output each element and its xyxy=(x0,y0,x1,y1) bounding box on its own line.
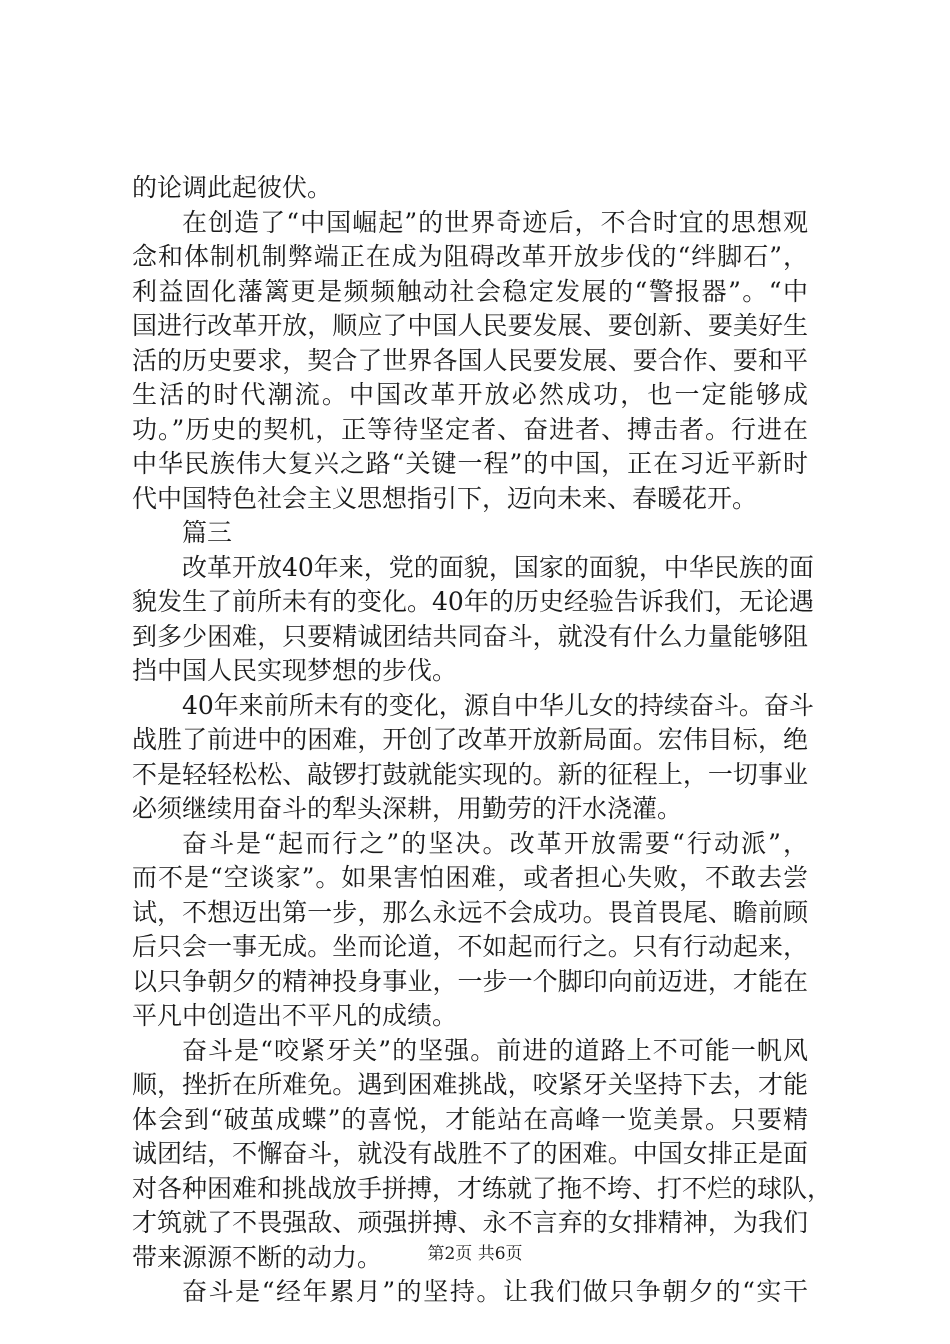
page-footer: 第2页 共6页 xyxy=(427,1244,523,1264)
text-line: 而不是“空谈家”。如果害怕困难，或者担心失败，不敢去尝 xyxy=(132,863,808,892)
text-line: 的论调此起彼伏。 xyxy=(132,173,333,202)
text-line: 代中国特色社会主义思想指引下，迈向未来、春暖花开。 xyxy=(132,483,758,513)
text-line: 平凡中创造出不平凡的成绩。 xyxy=(132,1001,458,1030)
text-line: 奋斗是“咬紧牙关”的坚强。前进的道路上不可能一帆风 xyxy=(182,1035,808,1065)
text-line: 顺，挫折在所难免。遇到困难挑战，咬紧牙关坚持下去，才能 xyxy=(132,1070,808,1099)
text-line: 对各种困难和挑战放手拼搏，才练就了拖不垮、打不烂的球队， xyxy=(132,1173,833,1203)
text-line: 40年来前所未有的变化，源自中华儿女的持续奋斗。奋斗 xyxy=(182,690,814,720)
text-line: 念和体制机制弊端正在成为阻碍改革开放步伐的“绊脚石”， xyxy=(132,242,808,271)
text-line: 挡中国人民实现梦想的步伐。 xyxy=(132,656,458,685)
text-line: 奋斗是“经年累月”的坚持。让我们做只争朝夕的“实干 xyxy=(182,1277,808,1306)
text-line: 奋斗是“起而行之”的坚决。改革开放需要“行动派”， xyxy=(182,828,808,858)
text-line: 才筑就了不畏强敌、顽强拼搏、永不言弃的女排精神，为我们 xyxy=(132,1208,808,1237)
text-line: 到多少困难，只要精诚团结共同奋斗，就没有什么力量能够阻 xyxy=(132,621,808,651)
text-line: 利益固化藩篱更是频频触动社会稳定发展的“警报器”。“中 xyxy=(132,276,808,306)
text-line: 以只争朝夕的精神投身事业，一步一个脚印向前迈进，才能在 xyxy=(132,966,808,996)
text-line: 改革开放40年来，党的面貌，国家的面貌，中华民族的面 xyxy=(182,552,814,582)
text-line: 不是轻轻松松、敲锣打鼓就能实现的。新的征程上，一切事业 xyxy=(132,759,808,789)
text-line: 中华民族伟大复兴之路“关键一程”的中国，正在习近平新时 xyxy=(132,449,808,478)
text-line: 后只会一事无成。坐而论道，不如起而行之。只有行动起来， xyxy=(132,932,808,961)
text-line: 生活的时代潮流。中国改革开放必然成功，也一定能够成 xyxy=(132,380,808,409)
text-line: 貌发生了前所未有的变化。40年的历史经验告诉我们，无论遇 xyxy=(132,587,814,616)
text-line: 活的历史要求，契合了世界各国人民要发展、要合作、要和平 xyxy=(132,345,808,375)
text-line: 在创造了“中国崛起”的世界奇迹后，不合时宜的思想观 xyxy=(182,207,808,237)
text-line: 带来源源不断的动力。 xyxy=(132,1242,383,1272)
text-line: 体会到“破茧成蝶”的喜悦，才能站在高峰一览美景。只要精 xyxy=(132,1104,808,1134)
text-line: 诚团结，不懈奋斗，就没有战胜不了的困难。中国女排正是面 xyxy=(132,1139,808,1168)
text-line: 国进行改革开放，顺应了中国人民要发展、要创新、要美好生 xyxy=(132,311,808,340)
text-line: 试，不想迈出第一步，那么永远不会成功。畏首畏尾、瞻前顾 xyxy=(132,897,808,927)
body-text xyxy=(132,171,833,1310)
text-line: 功。”历史的契机，正等待坚定者、奋进者、搏击者。行进在 xyxy=(132,414,808,444)
text-line: 战胜了前进中的困难，开创了改革开放新局面。宏伟目标，绝 xyxy=(132,725,808,754)
text-line: 必须继续用奋斗的犁头深耕，用勤劳的汗水浇灌。 xyxy=(132,794,683,823)
text-line: 篇三 xyxy=(182,518,233,547)
